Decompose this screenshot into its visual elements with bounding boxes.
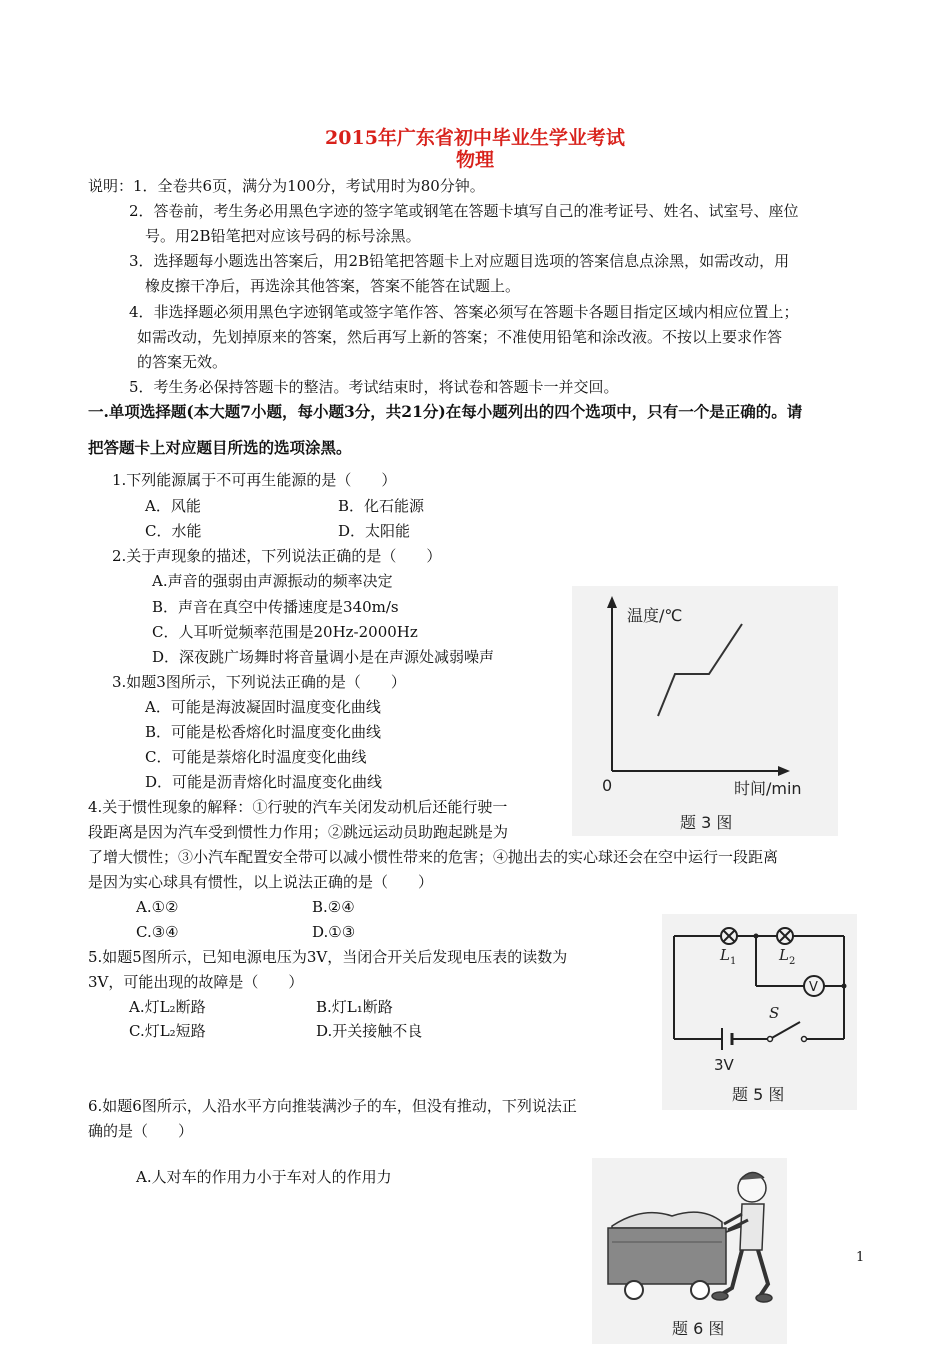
figure-caption: 题 3 图 xyxy=(680,813,733,832)
instruction-line: 4．非选择题必须用黑色字迹钢笔或签字笔作答、答案必须写在答题卡各题目指定区域内相应位置上； xyxy=(129,303,799,321)
lamp-1-label: $L_1$ xyxy=(720,946,737,967)
cart-illustration xyxy=(608,1212,742,1299)
y-axis-label: 温度/℃ xyxy=(627,606,683,625)
option-a: A.灯L₂断路 xyxy=(129,998,206,1016)
question-stem: 3.如题3图所示，下列说法正确的是（ ） xyxy=(112,673,406,691)
exam-subject: 物理 xyxy=(455,149,494,171)
option-a: A.人对车的作用力小于车对人的作用力 xyxy=(136,1168,392,1186)
option-a: A.①② xyxy=(136,898,179,916)
lamp-2-label: $L_2$ xyxy=(779,946,796,967)
figure-5 xyxy=(662,914,857,1110)
question-stem: 2.关于声现象的描述，下列说法正确的是（ ） xyxy=(112,547,442,565)
option-b: B．可能是松香熔化时温度变化曲线 xyxy=(145,723,382,741)
option-d: D．可能是沥青熔化时温度变化曲线 xyxy=(145,773,383,791)
section-heading: 一.单项选择题(本大题7小题，每小题3分，共21分)在每小题列出的四个选项中，只有一个是正确的。请 xyxy=(88,402,803,421)
question-stem: 4.关于惯性现象的解释：①行驶的汽车关闭发动机后还能行驶一 xyxy=(88,798,508,816)
option-d: D.①③ xyxy=(312,923,356,941)
question-stem-cont: 3V，可能出现的故障是（ ） xyxy=(88,973,304,991)
option-c: C.灯L₂短路 xyxy=(129,1022,206,1040)
instruction-line: 号。用2B铅笔把对应该号码的标号涂黑。 xyxy=(145,227,421,245)
question-stem-cont: 确的是（ ） xyxy=(88,1122,194,1140)
option-d: D.开关接触不良 xyxy=(316,1022,423,1040)
origin-label: 0 xyxy=(602,776,613,795)
instruction-line: 5．考生务必保持答题卡的整洁。考试结束时，将试卷和答题卡一并交回。 xyxy=(129,378,619,396)
option-c: C．人耳听觉频率范围是20Hz-2000Hz xyxy=(152,623,418,641)
option-b: B．化石能源 xyxy=(338,497,425,515)
option-b: B．声音在真空中传播速度是340m/s xyxy=(152,598,399,616)
x-axis-label: 时间/min xyxy=(734,779,802,798)
option-a: A．可能是海波凝固时温度变化曲线 xyxy=(145,698,381,716)
question-stem-cont: 了增大惯性；③小汽车配置安全带可以减小惯性带来的危害；④抛出去的实心球还会在空中运行一段距离 xyxy=(88,848,779,866)
option-a: A.声音的强弱由声源振动的频率决定 xyxy=(152,572,393,590)
instruction-line: 说明：1．全卷共6页，满分为100分，考试用时为80分钟。 xyxy=(88,177,485,195)
option-c: C.③④ xyxy=(136,923,179,941)
option-c: C．可能是萘熔化时温度变化曲线 xyxy=(145,748,367,766)
section-heading-cont: 把答题卡上对应题目所选的选项涂黑。 xyxy=(88,438,352,457)
instruction-line: 如需改动，先划掉原来的答案，然后再写上新的答案；不准使用铅笔和涂改液。不按以上要求作答 xyxy=(137,328,783,346)
question-stem-cont: 是因为实心球具有惯性，以上说法正确的是（ ） xyxy=(88,873,434,891)
figure-3 xyxy=(572,586,838,836)
switch-label: S xyxy=(769,1004,780,1022)
option-a: A．风能 xyxy=(145,497,201,515)
figure-caption: 题 5 图 xyxy=(732,1085,785,1104)
figure-caption: 题 6 图 xyxy=(672,1319,725,1338)
question-stem: 5.如题5图所示，已知电源电压为3V，当闭合开关后发现电压表的读数为 xyxy=(88,948,568,966)
option-c: C．水能 xyxy=(145,522,202,540)
instruction-line: 2．答卷前，考生务必用黑色字迹的签字笔或钢笔在答题卡填写自己的准考证号、姓名、试室号、座位 xyxy=(129,202,799,220)
voltmeter-label: V xyxy=(809,980,818,995)
option-b: B.②④ xyxy=(312,898,355,916)
question-stem: 1.下列能源属于不可再生能源的是（ ） xyxy=(112,471,397,489)
instruction-line: 橡皮擦干净后，再选涂其他答案，答案不能答在试题上。 xyxy=(145,277,521,295)
question-stem-cont: 段距离是因为汽车受到惯性力作用；②跳远运动员助跑起跳是为 xyxy=(88,823,509,841)
exam-title: 2015年广东省初中毕业生学业考试 xyxy=(325,127,625,149)
figure-6 xyxy=(592,1158,787,1344)
instruction-line: 的答案无效。 xyxy=(137,353,228,371)
instruction-line: 3．选择题每小题选出答案后，用2B铅笔把答题卡上对应题目选项的答案信息点涂黑，如需改动，用 xyxy=(129,252,790,270)
battery-label: 3V xyxy=(714,1056,734,1074)
option-b: B.灯L₁断路 xyxy=(316,998,393,1016)
option-d: D．深夜跳广场舞时将音量调小是在声源处减弱噪声 xyxy=(152,648,495,666)
page-number: 1 xyxy=(856,1250,865,1265)
option-d: D．太阳能 xyxy=(338,522,411,540)
question-stem: 6.如题6图所示，人沿水平方向推装满沙子的车，但没有推动，下列说法正 xyxy=(88,1097,577,1115)
